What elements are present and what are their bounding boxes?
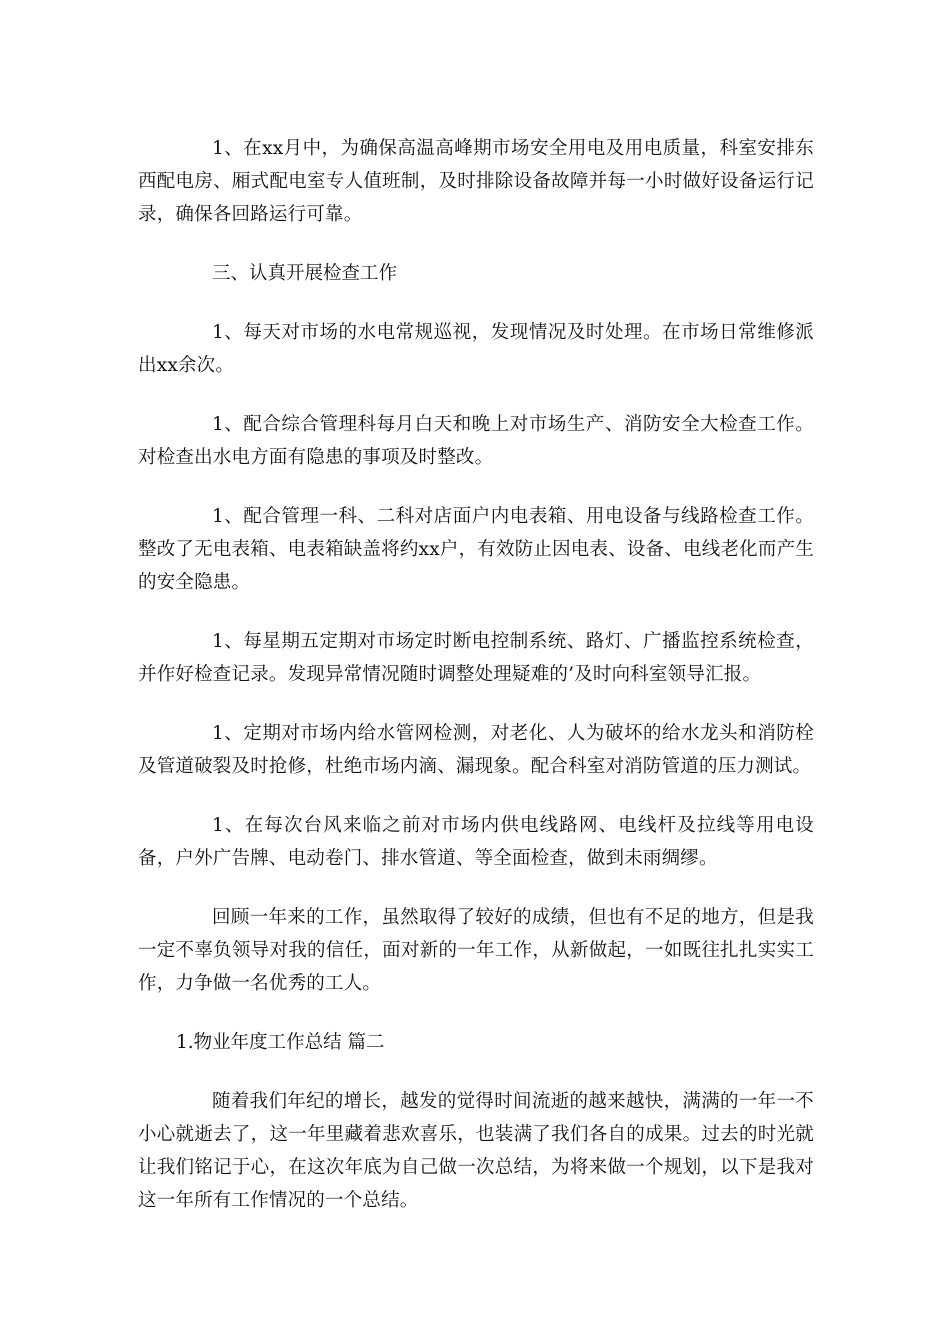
- paragraph-water-network: 1、定期对市场内给水管网检测，对老化、人为破坏的给水龙头和消防栓及管道破裂及时抢修，杜绝市场内滴、漏现象。配合科室对消防管道的压力测试。: [138, 723, 814, 777]
- paragraph-daily-patrol: 1、每天对市场的水电常规巡视，发现情况及时处理。在市场日常维修派出xx余次。: [138, 322, 814, 376]
- paragraph-intro-part-two: 随着我们年纪的增长，越发的觉得时间流逝的越来越快，满满的一年一不小心就逝去了，这一年里藏着悲欢喜乐，也装满了我们各自的成果。过去的时光就让我们铭记于心，在这次年底为自己做一次总结，为将来做一个规划，以下是我对这一年所有工作情况的一个总结。: [138, 1091, 814, 1211]
- paragraph-safety-check: 1、配合综合管理科每月白天和晚上对市场生产、消防安全大检查工作。对检查出水电方面有隐患的事项及时整改。: [138, 414, 814, 468]
- article-subtitle: 1.物业年度工作总结 篇二: [176, 1032, 385, 1053]
- paragraph-year-review: 回顾一年来的工作，虽然取得了较好的成绩，但也有不足的地方，但是我一定不辜负领导对我的信任，面对新的一年工作，从新做起，一如既往扎扎实实工作，力争做一名优秀的工人。: [138, 907, 814, 994]
- paragraph-typhoon-prep: 1、在每次台风来临之前对市场内供电线路网、电线杆及拉线等用电设备，户外广告牌、电动卷门、排水管道、等全面检查，做到未雨绸缪。: [138, 815, 814, 869]
- section-heading-inspection: 三、认真开展检查工作: [212, 263, 398, 284]
- paragraph-weekly-system-check: 1、每星期五定期对市场定时断电控制系统、路灯、广播监控系统检查，并作好检查记录。发现异常情况随时调整处理疑难的’及时向科室领导汇报。: [138, 631, 814, 685]
- paragraph-meter-box-check: 1、配合管理一科、二科对店面户内电表箱、用电设备与线路检查工作。整改了无电表箱、电表箱缺盖将约xx户，有效防止因电表、设备、电线老化而产生的安全隐患。: [138, 506, 814, 593]
- paragraph-power-duty: 1、在xx月中，为确保高温高峰期市场安全用电及用电质量，科室安排东西配电房、厢式配电室专人值班制，及时排除设备故障并每一小时做好设备运行记录，确保各回路运行可靠。: [138, 138, 814, 225]
- document-body: [138, 132, 814, 1243]
